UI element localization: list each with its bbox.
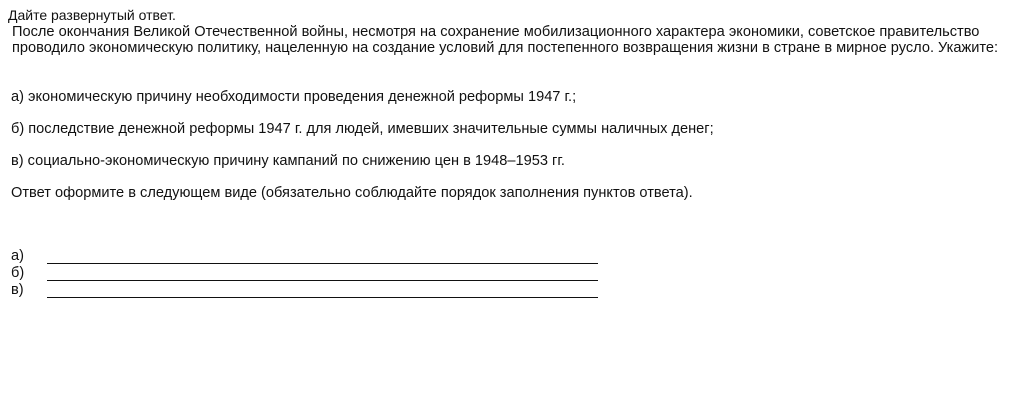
- answer-blank-line-a: [47, 248, 598, 264]
- answer-row-c: [11, 282, 598, 299]
- answer-template: [11, 248, 598, 299]
- answer-label-b: б): [11, 265, 25, 281]
- question-item-c: в) социально-экономическую причину кампаний по снижению цен в 1948–1953 гг.: [11, 153, 565, 169]
- answer-label-a: а): [11, 248, 24, 264]
- answer-label-c: в): [11, 282, 24, 298]
- question-item-b: б) последствие денежной реформы 1947 г. для людей, имевших значительные суммы наличных денег;: [11, 121, 714, 137]
- question-intro: После окончания Великой Отечественной войны, несмотря на сохранение мобилизационного характера экономики, советское правительство проводило экономическую политику, нацеленную на создание условий для постепенного возвращения жизни в стране в мирное русло. Укажите:: [12, 24, 999, 56]
- answer-format-note: Ответ оформите в следующем виде (обязательно соблюдайте порядок заполнения пунктов ответа).: [11, 185, 693, 201]
- answer-row-b: [11, 265, 598, 282]
- answer-row-a: [11, 248, 598, 265]
- answer-blank-line-b: [47, 265, 598, 281]
- task-instruction: Дайте развернутый ответ.: [8, 7, 176, 23]
- question-item-a: а) экономическую причину необходимости проведения денежной реформы 1947 г.;: [11, 89, 577, 105]
- answer-blank-line-c: [47, 282, 598, 298]
